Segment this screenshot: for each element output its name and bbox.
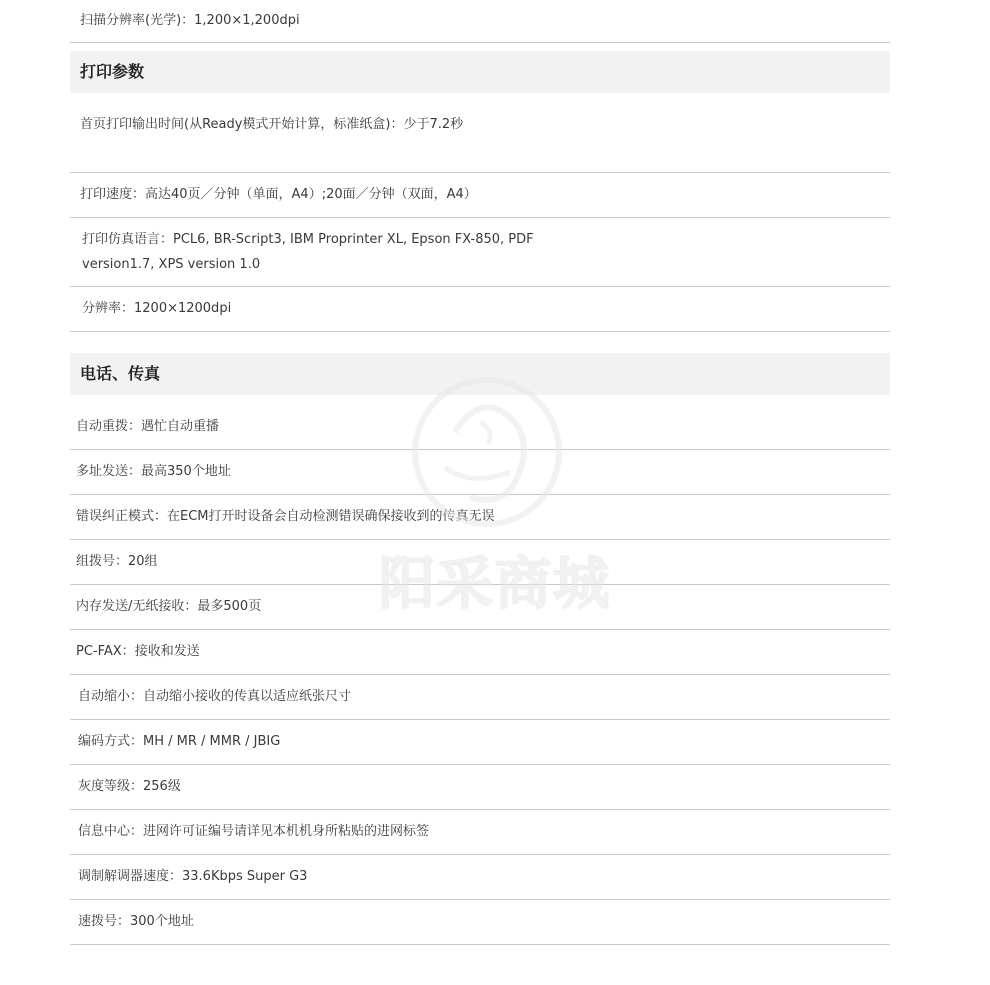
spec-text: 内存发送/无纸接收：最多500页 (76, 599, 262, 614)
spec-row-auto-redial (70, 395, 890, 450)
spec-row-memory-tx (70, 585, 890, 630)
spec-row-broadcast (70, 450, 890, 495)
spec-row-print-speed (70, 173, 890, 218)
spec-text: 扫描分辨率(光学)：1,200×1,200dpi (80, 13, 300, 28)
spec-row-auto-reduce (70, 675, 890, 720)
section-header-print: 打印参数 (70, 51, 890, 93)
spec-text: 分辨率：1200×1200dpi (82, 301, 232, 316)
watermark-text: 阳采商城 (379, 552, 611, 617)
spec-text: 打印仿真语言：PCL6, BR-Script3, IBM Proprinter XL, Epson FX-850, PDF version1.7, XPS version 1.0 (82, 232, 534, 272)
spec-row-first-page (70, 93, 890, 173)
spec-text: 错误纠正模式：在ECM打开时设备会自动检测错误确保接收到的传真无误 (76, 509, 495, 524)
spec-text: 首页打印输出时间(从Ready模式开始计算，标准纸盒)：少于7.2秒 (80, 117, 464, 132)
spec-text: 灰度等级：256级 (78, 779, 181, 794)
spec-row-coding (70, 720, 890, 765)
spec-text: 多址发送：最高350个地址 (76, 464, 231, 479)
spec-row-speed-dial (70, 900, 890, 945)
spec-text: 自动重拨：遇忙自动重播 (76, 419, 220, 434)
spec-row-group-dial (70, 540, 890, 585)
spec-text: 调制解调器速度：33.6Kbps Super G3 (78, 869, 308, 884)
spec-text: 打印速度：高达40页／分钟（单面，A4）;20面／分钟（双面，A4） (80, 187, 477, 202)
spec-text: 速拨号：300个地址 (78, 914, 194, 929)
spec-row-modem (70, 855, 890, 900)
spec-row-grayscale (70, 765, 890, 810)
spec-row-info-center (70, 810, 890, 855)
spec-text: 自动缩小：自动缩小接收的传真以适应纸张尺寸 (78, 689, 352, 704)
section-header-fax: 电话、传真 (70, 353, 890, 395)
spec-row-resolution (70, 287, 890, 332)
spec-row-scan-resolution (70, 0, 890, 43)
spec-text: 编码方式：MH / MR / MMR / JBIG (78, 734, 281, 749)
spec-row-pc-fax (70, 630, 890, 675)
spec-row-ecm (70, 495, 890, 540)
spec-text: PC-FAX：接收和发送 (76, 644, 200, 659)
spec-row-emulation (70, 218, 890, 287)
spec-text: 信息中心：进网许可证编号请详见本机机身所粘贴的进网标签 (78, 824, 430, 839)
spec-text: 组拨号：20组 (76, 554, 158, 569)
